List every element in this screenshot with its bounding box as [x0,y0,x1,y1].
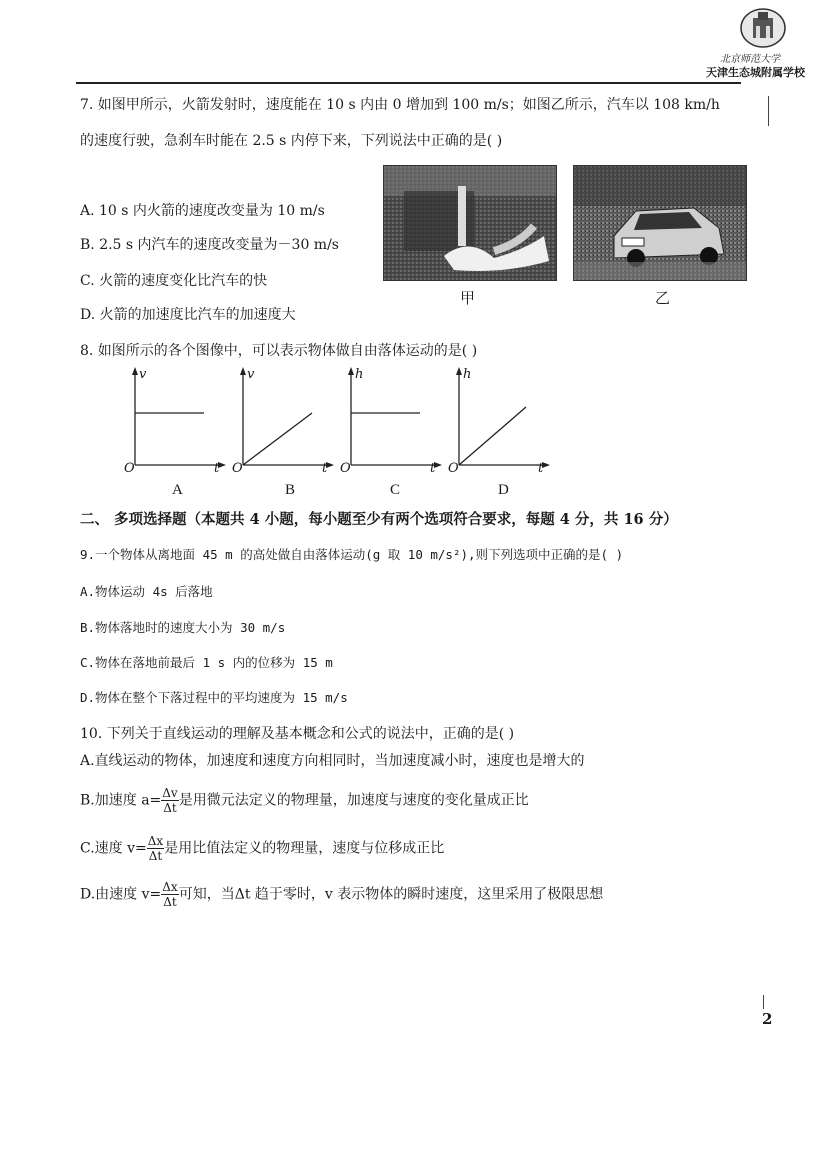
q10-option-b-fraction [161,786,178,815]
q10-option-b-suffix: 是用微元法定义的物理量，加速度与速度的变化量成正比 [178,792,529,809]
graph-c-letter: C [390,482,401,498]
fraction-denominator: Δt [163,895,177,909]
q9-stem: 9.一个物体从离地面 45 m 的高处做自由落体运动(g 取 10 m/s²),则下列选项中正确的是( ) [80,547,624,562]
page-number-marker [763,995,764,1009]
q7-option-d: D. 火箭的加速度比汽车的加速度大 [80,307,296,323]
graph-a-ylabel: v [139,367,147,382]
q8-stem: 8. 如图所示的各个图像中，可以表示物体做自由落体运动的是( ) [80,343,478,359]
graph-c [338,365,443,475]
graph-d [446,365,551,475]
q9-option-c: C.物体在落地前最后 1 s 内的位移为 15 m [80,655,333,670]
graph-b [230,365,335,475]
graph-a-origin: O [124,461,135,476]
q10-option-d-prefix: D.由速度 v= [80,886,162,903]
q10-option-b [80,786,529,815]
q7-option-a: A. 10 s 内火箭的速度改变量为 10 m/s [80,203,325,219]
caption-jia: 甲 [460,289,476,307]
header-rule [76,82,741,84]
q10-option-c-suffix: 是用比值法定义的物理量，速度与位移成正比 [164,840,445,857]
graph-a-xlabel: t [214,461,220,476]
q9-option-a: A.物体运动 4s 后落地 [80,584,213,599]
q10-option-c [80,834,444,863]
fraction-denominator: Δt [148,849,163,863]
q7-option-c: C. 火箭的速度变化比汽车的快 [80,273,268,289]
graph-b-letter: B [285,482,296,498]
fraction-numerator: Δx [147,834,164,848]
q10-option-a: A.直线运动的物体，加速度和速度方向相同时，当加速度减小时，速度也是增大的 [80,753,585,769]
graph-a-letter: A [172,482,183,498]
q9-option-d: D.物体在整个下落过程中的平均速度为 15 m/s [80,690,348,705]
graph-d-xlabel: t [538,461,544,476]
page-number: 2 [762,1010,773,1028]
graph-b-origin: O [232,461,243,476]
graph-a [122,365,227,475]
margin-rule [768,96,769,126]
graph-b-ylabel: v [247,367,255,382]
graph-d-origin: O [448,461,459,476]
q10-stem: 10. 下列关于直线运动的理解及基本概念和公式的说法中，正确的是( ) [80,726,515,742]
school-name-line1: 北京师范大学 [720,54,780,65]
school-logo [738,6,788,50]
car-braking-photo [573,165,747,281]
q10-option-b-prefix: B.加速度 a= [80,792,162,809]
q7-option-b: B. 2.5 s 内汽车的速度改变量为－30 m/s [80,237,339,253]
fraction-numerator: Δx [162,880,178,894]
graph-c-xlabel: t [430,461,436,476]
graph-d-letter: D [498,482,509,498]
q10-option-d-suffix: 可知，当Δt 趋于零时，v 表示物体的瞬时速度，这里采用了极限思想 [178,886,604,903]
section-2-title: 二、 多项选择题（本题共 4 小题，每小题至少有两个选项符合要求，每题 4 分，共 16 分） [80,511,678,528]
q7-stem-line1: 7. 如图甲所示，火箭发射时，速度能在 10 s 内由 0 增加到 100 m/s；如图乙所示，汽车以 108 km/h [80,97,720,113]
graph-b-line [243,413,312,465]
graph-d-ylabel: h [463,367,472,382]
fraction-numerator: Δv [162,786,178,800]
q10-option-d [80,880,603,909]
q9-option-b: B.物体落地时的速度大小为 30 m/s [80,620,286,635]
school-name-line2: 天津生态城附属学校 [706,66,805,79]
q7-stem-line2: 的速度行驶，急刹车时能在 2.5 s 内停下来，下列说法中正确的是( ) [80,133,503,149]
rocket-launch-photo [383,165,557,281]
q10-option-c-prefix: C.速度 v= [80,840,147,857]
graph-c-origin: O [340,461,351,476]
fraction-denominator: Δt [163,801,177,815]
graph-b-xlabel: t [322,461,328,476]
graph-c-ylabel: h [355,367,364,382]
caption-yi: 乙 [655,289,671,307]
graph-d-line [459,407,526,465]
q10-option-d-fraction [161,880,178,909]
q10-option-c-fraction [147,834,164,863]
